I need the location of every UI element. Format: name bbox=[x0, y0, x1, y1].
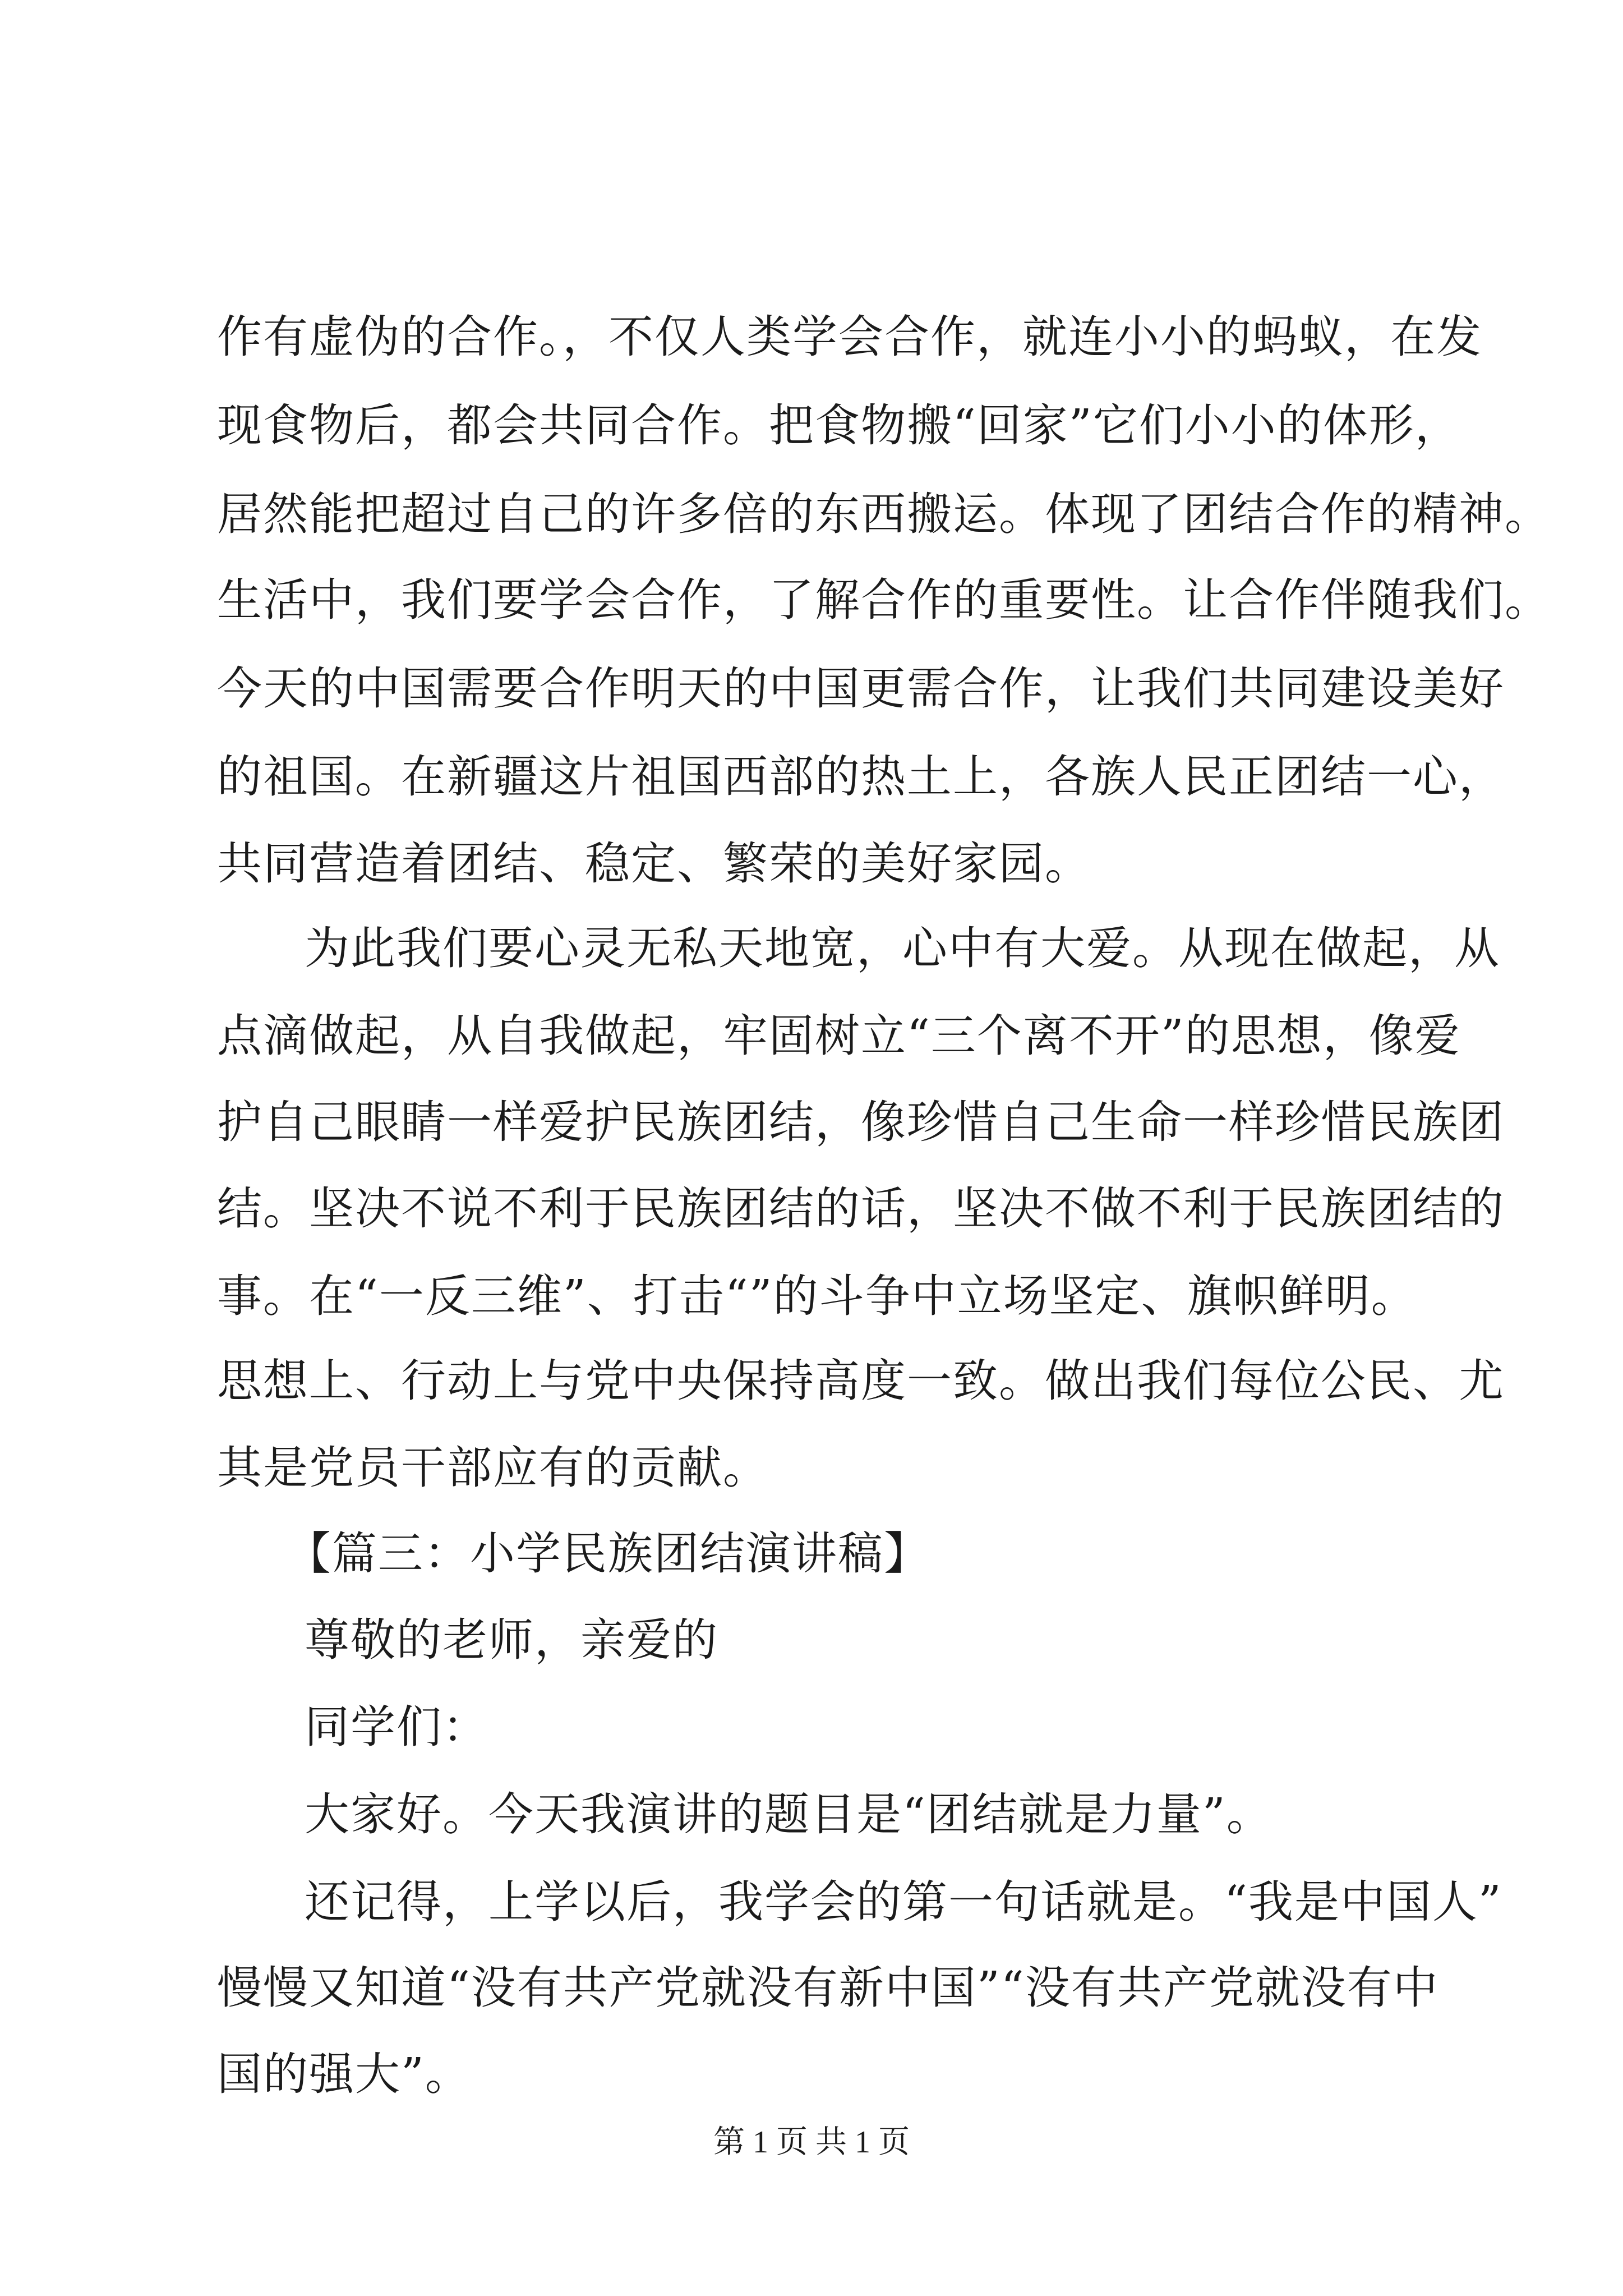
text-line: 共同营造着团结、稳定、繁荣的美好家园。 bbox=[217, 838, 1091, 890]
paragraph-first-line: 还记得，上学以后，我学会的第一句话就是。“我是中国人” bbox=[305, 1876, 1502, 1928]
paragraph-first-line: 为此我们要心灵无私天地宽，心中有大爱。从现在做起，从 bbox=[305, 922, 1500, 974]
text-line: 思想上、行动上与党中央保持高度一致。做出我们每位公民、尤 bbox=[217, 1355, 1505, 1407]
text-line: 今天的中国需要合作明天的中国更需合作，让我们共同建设美好 bbox=[217, 662, 1505, 715]
text-line: 现食物后，都会共同合作。把食物搬“回家”它们小小的体形， bbox=[217, 399, 1461, 452]
salutation-line: 同学们： bbox=[305, 1701, 488, 1753]
text-line: 作有虚伪的合作。，不仅人类学会合作，就连小小的蚂蚁，在发 bbox=[217, 311, 1482, 363]
page-number-footer: 第 1 页 共 1 页 bbox=[713, 2125, 910, 2160]
text-line: 居然能把超过自己的许多倍的东西搬运。体现了团结合作的精神。 bbox=[217, 488, 1551, 540]
text-line: 护自己眼睛一样爱护民族团结，像珍惜自己生命一样珍惜民族团 bbox=[217, 1096, 1505, 1148]
text-line: 结。坚决不说不利于民族团结的话，坚决不做不利于民族团结的 bbox=[217, 1182, 1505, 1235]
paragraph-first-line: 大家好。今天我演讲的题目是“团结就是力量”。 bbox=[305, 1788, 1272, 1841]
text-line: 其是党员干部应有的贡献。 bbox=[217, 1442, 769, 1494]
salutation-line: 尊敬的老师，亲爱的 bbox=[305, 1614, 718, 1666]
text-line: 的祖国。在新疆这片祖国西部的热土上，各族人民正团结一心， bbox=[217, 751, 1505, 803]
text-line: 国的强大”。 bbox=[217, 2048, 471, 2100]
text-line: 点滴做起，从自我做起，牢固树立“三个离不开”的思想，像爱 bbox=[217, 1010, 1461, 1062]
text-line: 慢慢又知道“没有共产党就没有新中国”“没有共产党就没有中 bbox=[217, 1962, 1439, 2014]
text-line: 生活中，我们要学会合作，了解合作的重要性。让合作伴随我们。 bbox=[217, 574, 1551, 626]
section-heading: 【篇三：小学民族团结演讲稿】 bbox=[286, 1527, 930, 1580]
text-line: 事。在“一反三维”、打击“”的斗争中立场坚定、旗帜鲜明。 bbox=[217, 1270, 1417, 1322]
